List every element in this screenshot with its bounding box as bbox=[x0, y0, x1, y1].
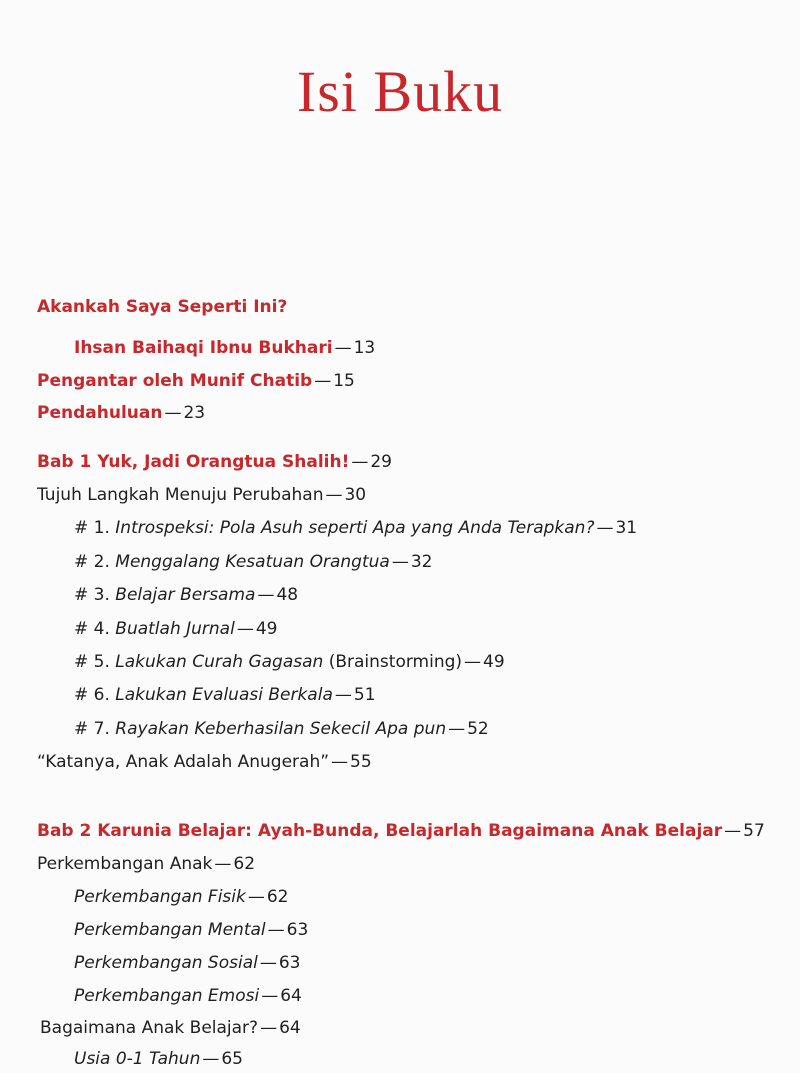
toc-entry-label: Pengantar oleh Munif Chatib bbox=[37, 371, 313, 391]
toc-entry-perkembangan-anak[interactable] bbox=[37, 853, 255, 875]
toc-entry-label: Pendahuluan bbox=[37, 403, 163, 423]
toc-step-number: # 6. bbox=[74, 685, 110, 705]
toc-page-number: 51 bbox=[353, 685, 376, 705]
toc-entry-perkembangan-emosi[interactable] bbox=[74, 985, 302, 1007]
toc-entry-bab-2[interactable] bbox=[37, 820, 765, 842]
toc-entry-label: Tujuh Langkah Menuju Perubahan bbox=[37, 485, 324, 505]
toc-entry-label: Perkembangan Emosi bbox=[74, 986, 260, 1006]
toc-entry-perkembangan-fisik[interactable] bbox=[74, 886, 289, 908]
toc-page-number: 64 bbox=[279, 1018, 301, 1038]
toc-page-number: 63 bbox=[278, 953, 301, 973]
toc-entry-label: Bab 1 Yuk, Jadi Orangtua Shalih! bbox=[37, 452, 350, 472]
toc-entry-label: Buatlah Jurnal bbox=[115, 619, 235, 639]
toc-dash: — bbox=[214, 854, 232, 874]
toc-dash: — bbox=[334, 338, 352, 358]
toc-entry-label: Usia 0-1 Tahun bbox=[74, 1049, 201, 1069]
toc-entry-step-2[interactable] bbox=[74, 551, 432, 573]
toc-dash: — bbox=[596, 518, 614, 538]
toc-dash: — bbox=[448, 719, 466, 739]
toc-entry-perkembangan-mental[interactable] bbox=[74, 919, 308, 941]
toc-step-number: # 3. bbox=[74, 585, 110, 605]
toc-entry-label: Perkembangan Anak bbox=[37, 854, 213, 874]
toc-entry-pendahuluan[interactable] bbox=[37, 402, 205, 424]
toc-entry-step-5[interactable] bbox=[74, 651, 505, 673]
toc-dash: — bbox=[351, 452, 369, 472]
toc-dash: — bbox=[267, 920, 285, 940]
toc-dash: — bbox=[247, 887, 265, 907]
toc-entry-label-extra: (Brainstorming) bbox=[328, 652, 463, 672]
toc-entry-usia-0-1[interactable] bbox=[74, 1048, 243, 1070]
toc-entry-step-4[interactable] bbox=[74, 618, 277, 640]
toc-page-number: 52 bbox=[467, 719, 489, 739]
toc-entry-ihsan[interactable] bbox=[74, 337, 375, 359]
toc-dash: — bbox=[261, 986, 279, 1006]
toc-page-number: 23 bbox=[183, 403, 206, 423]
toc-page-number: 30 bbox=[344, 485, 367, 505]
toc-page-number: 49 bbox=[483, 652, 505, 672]
toc-entry-pengantar[interactable] bbox=[37, 370, 355, 392]
toc-step-number: # 7. bbox=[74, 719, 110, 739]
toc-step-number: # 2. bbox=[74, 552, 110, 572]
toc-dash: — bbox=[724, 821, 742, 841]
toc-dash: — bbox=[257, 585, 275, 605]
toc-page-number: 49 bbox=[255, 619, 278, 639]
toc-entry-label: Perkembangan Sosial bbox=[74, 953, 258, 973]
toc-dash: — bbox=[464, 652, 482, 672]
toc-dash: — bbox=[325, 485, 343, 505]
toc-page-number: 32 bbox=[410, 552, 433, 572]
toc-entry-step-7[interactable] bbox=[74, 718, 489, 740]
toc-dash: — bbox=[314, 371, 332, 391]
toc-page-number: 62 bbox=[266, 887, 289, 907]
toc-entry-step-3[interactable] bbox=[74, 584, 298, 606]
toc-entry-label: Bagaimana Anak Belajar? bbox=[40, 1018, 259, 1038]
toc-entry-label: Bab 2 Karunia Belajar: Ayah-Bunda, Belajarlah Bagaimana Anak Belajar bbox=[37, 821, 723, 841]
toc-entry-label: Perkembangan Fisik bbox=[74, 887, 246, 907]
toc-page-number: 29 bbox=[370, 452, 392, 472]
toc-entry-akankah[interactable] bbox=[37, 296, 287, 318]
toc-dash: — bbox=[236, 619, 254, 639]
toc-page-number: 62 bbox=[233, 854, 256, 874]
toc-dash: — bbox=[331, 752, 349, 772]
toc-entry-step-6[interactable] bbox=[74, 684, 376, 706]
toc-step-number: # 4. bbox=[74, 619, 110, 639]
toc-dash: — bbox=[259, 953, 277, 973]
toc-entry-label: Akankah Saya Seperti Ini? bbox=[37, 297, 288, 317]
toc-entry-label: Introspeksi: Pola Asuh seperti Apa yang Anda Terapkan? bbox=[115, 518, 595, 538]
toc-page-number: 55 bbox=[350, 752, 372, 772]
toc-entry-perkembangan-sosial[interactable] bbox=[74, 952, 301, 974]
toc-entry-label: Rayakan Keberhasilan Sekecil Apa pun bbox=[115, 719, 447, 739]
toc-entry-bab-1[interactable] bbox=[37, 451, 392, 473]
toc-entry-label: Belajar Bersama bbox=[115, 585, 256, 605]
toc-step-number: # 1. bbox=[74, 518, 110, 538]
toc-entry-label: Menggalang Kesatuan Orangtua bbox=[115, 552, 390, 572]
toc-page-number: 64 bbox=[280, 986, 302, 1006]
toc-entry-katanya[interactable] bbox=[37, 751, 372, 773]
toc-page-number: 48 bbox=[276, 585, 299, 605]
toc-entry-label: Perkembangan Mental bbox=[74, 920, 266, 940]
toc-entry-bagaimana-anak-belajar[interactable] bbox=[40, 1017, 301, 1039]
toc-page-number: 57 bbox=[743, 821, 765, 841]
toc-entry-label: Lakukan Curah Gagasan bbox=[115, 652, 324, 672]
toc-page-number: 63 bbox=[286, 920, 309, 940]
page-title: Isi Buku bbox=[296, 59, 504, 124]
toc-dash: — bbox=[334, 685, 352, 705]
toc-entry-step-1[interactable] bbox=[74, 517, 637, 539]
toc-entry-label: Ihsan Baihaqi Ibnu Bukhari bbox=[74, 338, 333, 358]
toc-step-number: # 5. bbox=[74, 652, 110, 672]
toc-entry-tujuh-langkah[interactable] bbox=[37, 484, 366, 506]
toc-dash: — bbox=[164, 403, 182, 423]
toc-dash: — bbox=[260, 1018, 278, 1038]
toc-page-number: 31 bbox=[615, 518, 638, 538]
toc-page-number: 13 bbox=[353, 338, 376, 358]
toc-page-number: 15 bbox=[333, 371, 355, 391]
toc-dash: — bbox=[391, 552, 409, 572]
toc-entry-label: Lakukan Evaluasi Berkala bbox=[115, 685, 333, 705]
toc-dash: — bbox=[202, 1049, 220, 1069]
toc-entry-label: “Katanya, Anak Adalah Anugerah” bbox=[37, 752, 330, 772]
toc-page-number: 65 bbox=[221, 1049, 243, 1069]
